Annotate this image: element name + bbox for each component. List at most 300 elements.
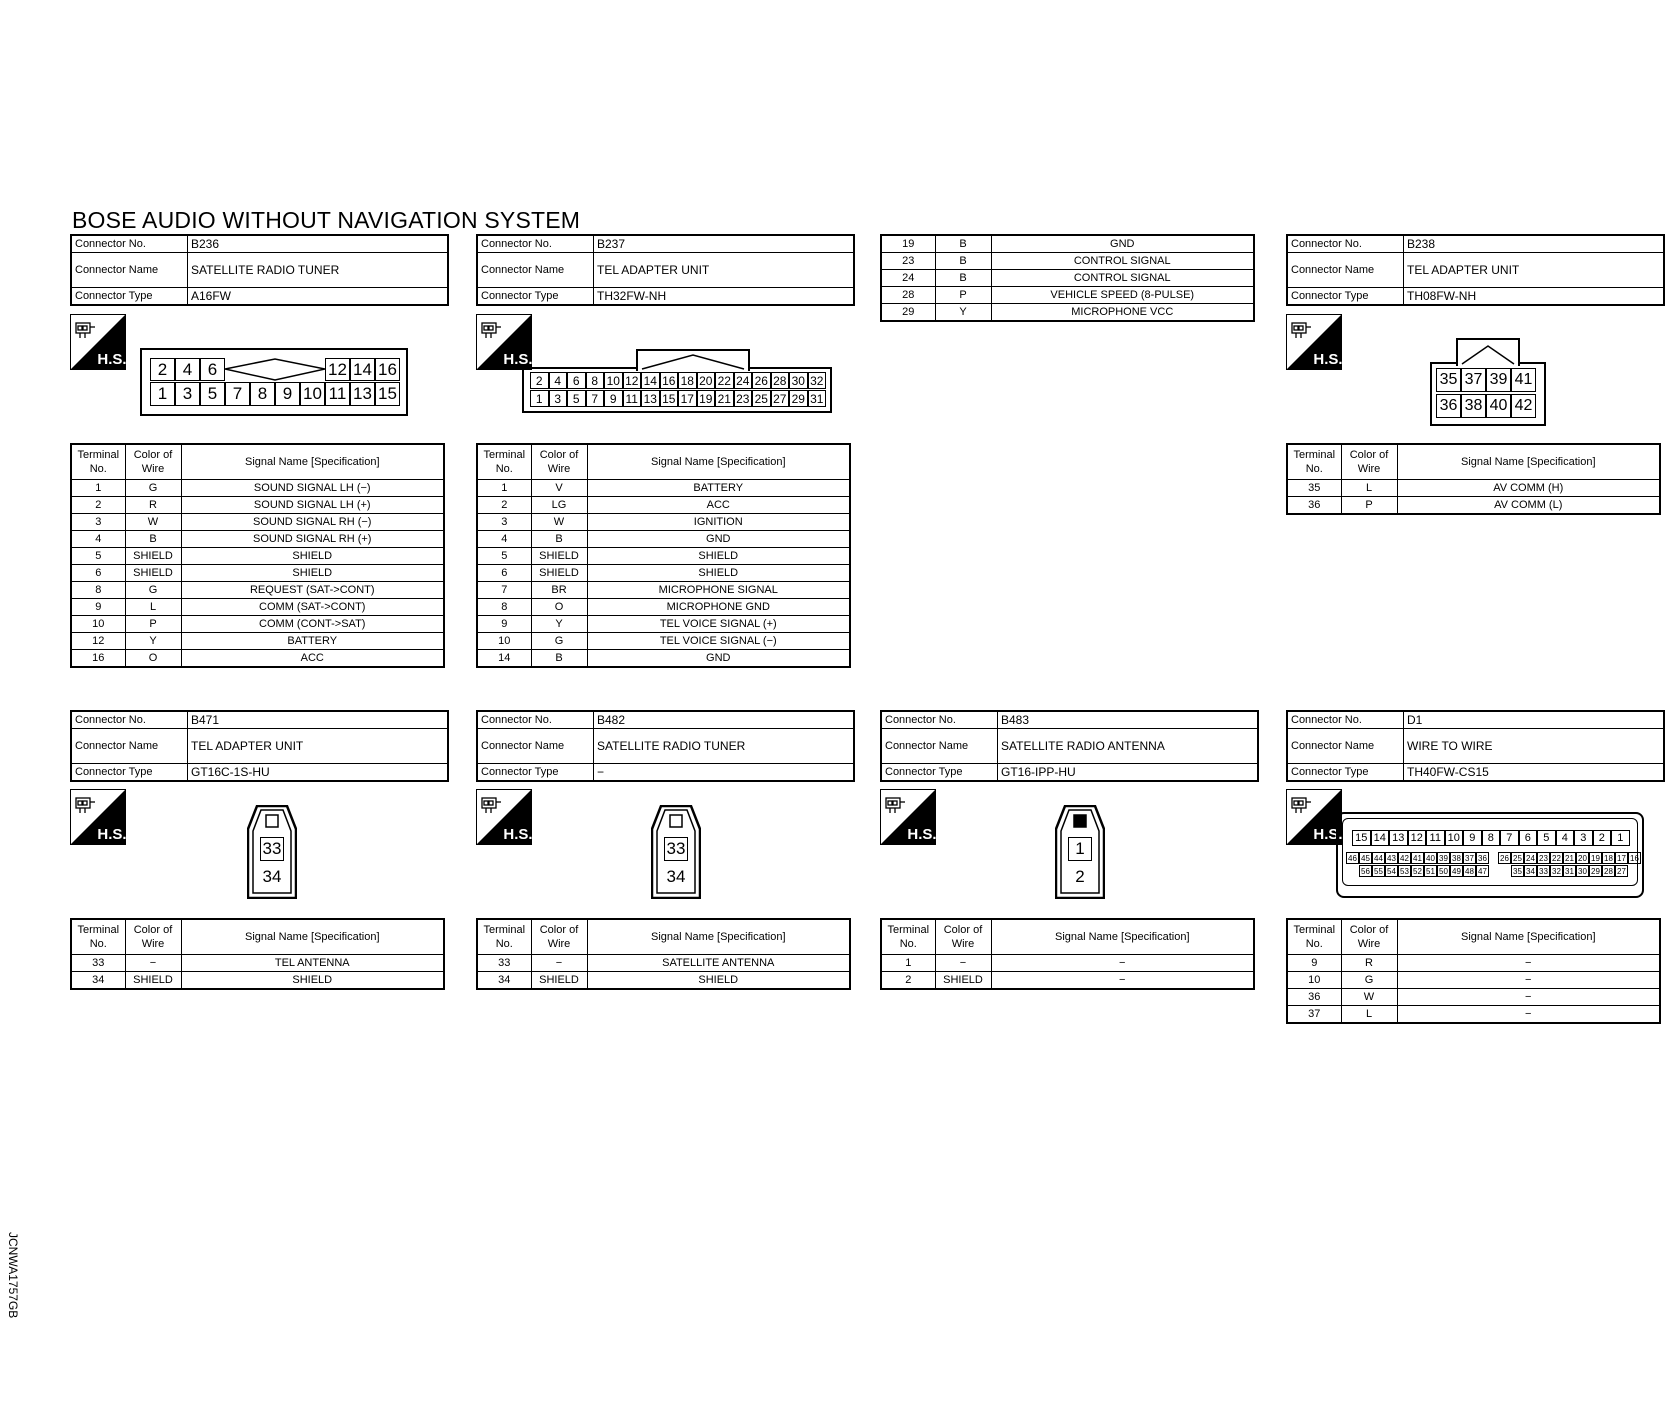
table-row [71, 599, 444, 616]
connector-name-label: Connector Name [478, 253, 594, 287]
pin: 53 [1398, 865, 1411, 877]
wire-color: L [125, 599, 181, 616]
pin: 48 [1463, 865, 1476, 877]
terminal-no: 8 [71, 582, 125, 599]
pin: 35 [1436, 368, 1461, 392]
pin: 54 [1385, 865, 1398, 877]
pin: 23 [734, 390, 753, 407]
signal-name: − [1397, 989, 1660, 1006]
pin: 18 [678, 372, 697, 389]
terminal-no: 3 [71, 514, 125, 531]
table-row [1287, 972, 1660, 989]
wire-color: W [531, 514, 587, 531]
pin-group-bottom [1436, 394, 1536, 418]
signal-name-header: Signal Name [Specification] [181, 919, 444, 955]
wire-color: SHIELD [531, 548, 587, 565]
wire-color: BR [531, 582, 587, 599]
table-row [1287, 1006, 1660, 1024]
table-row [1287, 480, 1660, 497]
table-row [477, 548, 850, 565]
signal-name-header: Signal Name [Specification] [1397, 444, 1660, 480]
pin-row [530, 372, 826, 389]
pin: 33 [260, 837, 284, 861]
connector-name-row [72, 253, 447, 288]
connector-type-label: Connector Type [72, 288, 188, 304]
table-row [71, 955, 444, 972]
pin: 22 [715, 372, 734, 389]
signal-name: MICROPHONE VCC [991, 304, 1254, 322]
pin: 28 [1602, 865, 1615, 877]
pin: 38 [1450, 852, 1463, 864]
pin: 29 [1589, 865, 1602, 877]
table-row [477, 955, 850, 972]
terminal-no: 4 [477, 531, 531, 548]
signal-name: − [1397, 955, 1660, 972]
wire-color: L [1341, 1006, 1397, 1024]
pin: 1 [1611, 830, 1630, 846]
connector-name-value: SATELLITE RADIO ANTENNA [1001, 739, 1165, 753]
terminal-no: 2 [881, 972, 935, 990]
pin: 6 [1519, 830, 1538, 846]
terminal-no: 9 [477, 616, 531, 633]
connector-type-row [1288, 764, 1663, 780]
connector-type-row [72, 764, 447, 780]
pin-row [1436, 394, 1536, 418]
connector-face-b471 [247, 805, 297, 899]
hs-icon [70, 789, 126, 845]
pin: 2 [150, 358, 175, 381]
terminal-no: 9 [1287, 955, 1341, 972]
pin: 25 [1511, 852, 1524, 864]
wire-color: − [935, 955, 991, 972]
pin-row [1359, 865, 1489, 877]
terminal-table [880, 234, 1255, 322]
table-header-row [477, 444, 850, 480]
connector-no-label: Connector No. [1288, 712, 1404, 728]
connector-latch [636, 349, 750, 371]
connector-type-row [882, 764, 1257, 780]
connector-no-value: B482 [597, 713, 626, 727]
pin: 6 [200, 358, 225, 381]
wire-color: SHIELD [935, 972, 991, 990]
connector-face-b238 [1430, 362, 1546, 426]
pin: 18 [1602, 852, 1615, 864]
pin: 36 [1436, 394, 1461, 418]
pin: 24 [734, 372, 753, 389]
table-row [881, 270, 1254, 287]
signal-name-header: Signal Name [Specification] [587, 919, 850, 955]
table-row [71, 582, 444, 599]
connector-no-value: B483 [1001, 713, 1030, 727]
pin: 42 [1398, 852, 1411, 864]
wire-color: L [1341, 480, 1397, 497]
pin: 3 [175, 382, 200, 406]
connector-type-label: Connector Type [1288, 764, 1404, 780]
wire-color: − [531, 955, 587, 972]
connector-no-row [882, 712, 1257, 729]
pin: 21 [1563, 852, 1576, 864]
table-header-row [477, 919, 850, 955]
pin: 33 [1537, 865, 1550, 877]
svg-text:H.S.: H.S. [97, 351, 126, 368]
connector-type-label: Connector Type [1288, 288, 1404, 304]
color-of-wire-header: Color of Wire [935, 919, 991, 955]
connector-name-row [478, 253, 853, 288]
table-row [881, 955, 1254, 972]
wire-color: B [125, 531, 181, 548]
table-row [71, 497, 444, 514]
pin-group-mid-left [1346, 852, 1489, 864]
connector-info-box [70, 234, 449, 306]
pin: 17 [678, 390, 697, 407]
wire-color: V [531, 480, 587, 497]
table-row [477, 650, 850, 668]
table-row [477, 514, 850, 531]
connector-type-row [1288, 288, 1663, 304]
pin: 24 [1524, 852, 1537, 864]
pin: 34 [1524, 865, 1537, 877]
pin: 29 [789, 390, 808, 407]
pin: 16 [375, 358, 400, 381]
table-row [477, 633, 850, 650]
connector-type-value: TH32FW-NH [597, 289, 667, 303]
table-header-row [1287, 444, 1660, 480]
pin-group-top [530, 372, 826, 389]
signal-name-header: Signal Name [Specification] [1397, 919, 1660, 955]
signal-name: CONTROL SIGNAL [991, 270, 1254, 287]
connector-no-label: Connector No. [478, 236, 594, 252]
signal-name: BATTERY [587, 480, 850, 497]
pin: 31 [808, 390, 827, 407]
pin: 46 [1346, 852, 1359, 864]
signal-name: MICROPHONE GND [587, 599, 850, 616]
connector-latch [1456, 338, 1520, 366]
connector-type-row [478, 288, 853, 304]
connector-name-value: WIRE TO WIRE [1407, 739, 1493, 753]
signal-name: IGNITION [587, 514, 850, 531]
table-row [477, 599, 850, 616]
terminal-no: 33 [71, 955, 125, 972]
pin: 11 [1426, 830, 1445, 846]
signal-name: COMM (SAT->CONT) [181, 599, 444, 616]
connector-no-label: Connector No. [478, 712, 594, 728]
hs-icon [880, 789, 936, 845]
signal-name: GND [587, 650, 850, 668]
terminal-no: 29 [881, 304, 935, 322]
signal-name: TEL VOICE SIGNAL (+) [587, 616, 850, 633]
connector-type-value: GT16-IPP-HU [1001, 765, 1076, 779]
connector-type-row [478, 764, 853, 780]
pin: 7 [225, 382, 250, 406]
pin: 40 [1486, 394, 1511, 418]
connector-name-label: Connector Name [72, 253, 188, 287]
connector-name-row [478, 729, 853, 764]
pin: 37 [1461, 368, 1486, 392]
terminal-no: 36 [1287, 989, 1341, 1006]
terminal-no: 16 [71, 650, 125, 668]
wire-color: Y [125, 633, 181, 650]
key-shape [225, 358, 325, 381]
wire-color: SHIELD [125, 565, 181, 582]
signal-name: SOUND SIGNAL RH (−) [181, 514, 444, 531]
pin: 16 [660, 372, 679, 389]
pin-row [1352, 830, 1630, 846]
connector-info-box [476, 710, 855, 782]
wire-color: W [125, 514, 181, 531]
connector-no-label: Connector No. [882, 712, 998, 728]
table-row [881, 235, 1254, 253]
pin: 4 [175, 358, 200, 381]
pin: 38 [1461, 394, 1486, 418]
wire-color: B [531, 531, 587, 548]
color-of-wire-header: Color of Wire [531, 919, 587, 955]
terminal-table [70, 443, 445, 668]
wire-color: R [125, 497, 181, 514]
pin: 1 [530, 390, 549, 407]
pin: 35 [1511, 865, 1524, 877]
terminal-no: 34 [71, 972, 125, 990]
terminal-no: 4 [71, 531, 125, 548]
signal-name: COMM (CONT->SAT) [181, 616, 444, 633]
terminal-no: 1 [477, 480, 531, 497]
wire-color: G [1341, 972, 1397, 989]
connector-info-box [476, 234, 855, 306]
signal-name: SHIELD [587, 972, 850, 990]
connector-info-box [1286, 710, 1665, 782]
pin: 3 [549, 390, 568, 407]
table-row [71, 514, 444, 531]
svg-text:H.S.: H.S. [503, 351, 532, 368]
color-of-wire-header: Color of Wire [125, 444, 181, 480]
signal-name: TEL VOICE SIGNAL (−) [587, 633, 850, 650]
pin: 32 [808, 372, 827, 389]
terminal-no: 2 [71, 497, 125, 514]
signal-name: BATTERY [181, 633, 444, 650]
connector-no-label: Connector No. [72, 712, 188, 728]
pin: 56 [1359, 865, 1372, 877]
connector-no-value: B471 [191, 713, 220, 727]
connector-type-value: TH40FW-CS15 [1407, 765, 1489, 779]
connector-no-row [72, 712, 447, 729]
hs-icon [1286, 314, 1342, 370]
pin: 14 [1371, 830, 1390, 846]
signal-name: SOUND SIGNAL LH (−) [181, 480, 444, 497]
connector-name-row [72, 729, 447, 764]
signal-name: VEHICLE SPEED (8-PULSE) [991, 287, 1254, 304]
table-row [881, 304, 1254, 322]
figure-id: JCNWA1757GB [6, 1232, 20, 1319]
table-row [881, 253, 1254, 270]
pin-row [1436, 368, 1536, 392]
pin: 51 [1424, 865, 1437, 877]
connector-no-value: B236 [191, 237, 220, 251]
pin: 25 [752, 390, 771, 407]
terminal-no: 23 [881, 253, 935, 270]
wire-color: SHIELD [531, 972, 587, 990]
color-of-wire-header: Color of Wire [1341, 919, 1397, 955]
hs-icon [1286, 789, 1342, 845]
terminal-no: 3 [477, 514, 531, 531]
pin: 4 [549, 372, 568, 389]
table-row [477, 972, 850, 990]
connector-name-row [882, 729, 1257, 764]
pin: 31 [1563, 865, 1576, 877]
connector-name-label: Connector Name [1288, 729, 1404, 763]
connector-name-row [1288, 253, 1663, 288]
connector-type-label: Connector Type [478, 764, 594, 780]
wire-color: P [935, 287, 991, 304]
svg-text:H.S.: H.S. [1313, 826, 1342, 843]
wire-color: SHIELD [125, 972, 181, 990]
terminal-no-header: Terminal No. [477, 919, 531, 955]
signal-name: − [991, 955, 1254, 972]
terminal-no-header: Terminal No. [1287, 919, 1341, 955]
pin: 40 [1424, 852, 1437, 864]
connector-no-row [478, 236, 853, 253]
pin: 7 [1500, 830, 1519, 846]
pin: 2 [1593, 830, 1612, 846]
pin: 8 [250, 382, 275, 406]
connector-no-row [72, 236, 447, 253]
pin: 50 [1437, 865, 1450, 877]
pin: 36 [1476, 852, 1489, 864]
signal-name: ACC [587, 497, 850, 514]
pin: 22 [1550, 852, 1563, 864]
connector-type-label: Connector Type [882, 764, 998, 780]
pin: 42 [1511, 394, 1536, 418]
connector-no-value: B237 [597, 237, 626, 251]
wire-color: Y [531, 616, 587, 633]
table-row [477, 582, 850, 599]
color-of-wire-header: Color of Wire [531, 444, 587, 480]
table-row [71, 531, 444, 548]
signal-name: − [1397, 972, 1660, 989]
pin: 12 [1408, 830, 1427, 846]
pin: 44 [1372, 852, 1385, 864]
pin: 26 [752, 372, 771, 389]
table-row [71, 548, 444, 565]
pin-group-mid-right [1498, 852, 1641, 864]
connector-type-value: TH08FW-NH [1407, 289, 1477, 303]
terminal-table [476, 918, 851, 990]
terminal-table [1286, 918, 1661, 1024]
pin: 19 [697, 390, 716, 407]
pin-row [1346, 852, 1489, 864]
connector-name-value: TEL ADAPTER UNIT [191, 739, 304, 753]
pin-row [325, 358, 400, 381]
terminal-no: 28 [881, 287, 935, 304]
pin-group-top [1352, 830, 1630, 846]
connector-face-b482 [651, 805, 701, 899]
table-row [1287, 497, 1660, 515]
pin: 15 [375, 382, 400, 406]
terminal-table [476, 443, 851, 668]
terminal-no: 10 [1287, 972, 1341, 989]
pin: 13 [641, 390, 660, 407]
pin: 10 [1445, 830, 1464, 846]
wire-color: Y [935, 304, 991, 322]
pin: 20 [697, 372, 716, 389]
signal-name: GND [991, 235, 1254, 253]
pin: 23 [1537, 852, 1550, 864]
pin: 26 [1498, 852, 1511, 864]
pin: 52 [1411, 865, 1424, 877]
signal-name-header: Signal Name [Specification] [181, 444, 444, 480]
signal-name: SHIELD [181, 565, 444, 582]
pin: 5 [200, 382, 225, 406]
table-header-row [881, 919, 1254, 955]
terminal-no: 34 [477, 972, 531, 990]
signal-name-header: Signal Name [Specification] [587, 444, 850, 480]
connector-type-value: − [597, 765, 605, 779]
pin-row [1498, 852, 1641, 864]
pin: 17 [1615, 852, 1628, 864]
wire-color: B [935, 235, 991, 253]
connector-no-label: Connector No. [72, 236, 188, 252]
pin: 13 [350, 382, 375, 406]
connector-name-value: TEL ADAPTER UNIT [597, 263, 710, 277]
pin-group-bottom-left [1359, 865, 1489, 877]
table-row [477, 497, 850, 514]
signal-name-header: Signal Name [Specification] [991, 919, 1254, 955]
terminal-no: 8 [477, 599, 531, 616]
pin-group-bottom [150, 382, 400, 406]
terminal-table [1286, 443, 1661, 515]
terminal-no: 10 [71, 616, 125, 633]
pin: 21 [715, 390, 734, 407]
terminal-no: 24 [881, 270, 935, 287]
signal-name: GND [587, 531, 850, 548]
pin: 16 [1628, 852, 1641, 864]
connector-name-label: Connector Name [882, 729, 998, 763]
table-header-row [1287, 919, 1660, 955]
pin: 8 [586, 372, 605, 389]
table-header-row [71, 444, 444, 480]
connector-no-row [1288, 236, 1663, 253]
pin: 8 [1482, 830, 1501, 846]
table-row [71, 650, 444, 668]
connector-type-value: GT16C-1S-HU [191, 765, 270, 779]
connector-name-label: Connector Name [478, 729, 594, 763]
connector-no-row [1288, 712, 1663, 729]
pin: 39 [1437, 852, 1450, 864]
signal-name: − [991, 972, 1254, 990]
pin: 12 [623, 372, 642, 389]
svg-text:H.S.: H.S. [907, 826, 936, 843]
pin: 43 [1385, 852, 1398, 864]
terminal-table [70, 918, 445, 990]
pin: 32 [1550, 865, 1563, 877]
connector-no-label: Connector No. [1288, 236, 1404, 252]
pin: 9 [604, 390, 623, 407]
hs-icon [476, 789, 532, 845]
terminal-no: 5 [477, 548, 531, 565]
signal-name: AV COMM (H) [1397, 480, 1660, 497]
color-of-wire-header: Color of Wire [125, 919, 181, 955]
wire-color: SHIELD [125, 548, 181, 565]
pin: 55 [1372, 865, 1385, 877]
table-row [1287, 989, 1660, 1006]
terminal-no: 1 [881, 955, 935, 972]
connector-face-b483 [1055, 805, 1105, 899]
pin: 3 [1574, 830, 1593, 846]
signal-name: AV COMM (L) [1397, 497, 1660, 515]
svg-text:H.S.: H.S. [503, 826, 532, 843]
signal-name: REQUEST (SAT->CONT) [181, 582, 444, 599]
terminal-no: 5 [71, 548, 125, 565]
connector-no-row [478, 712, 853, 729]
table-row [71, 633, 444, 650]
